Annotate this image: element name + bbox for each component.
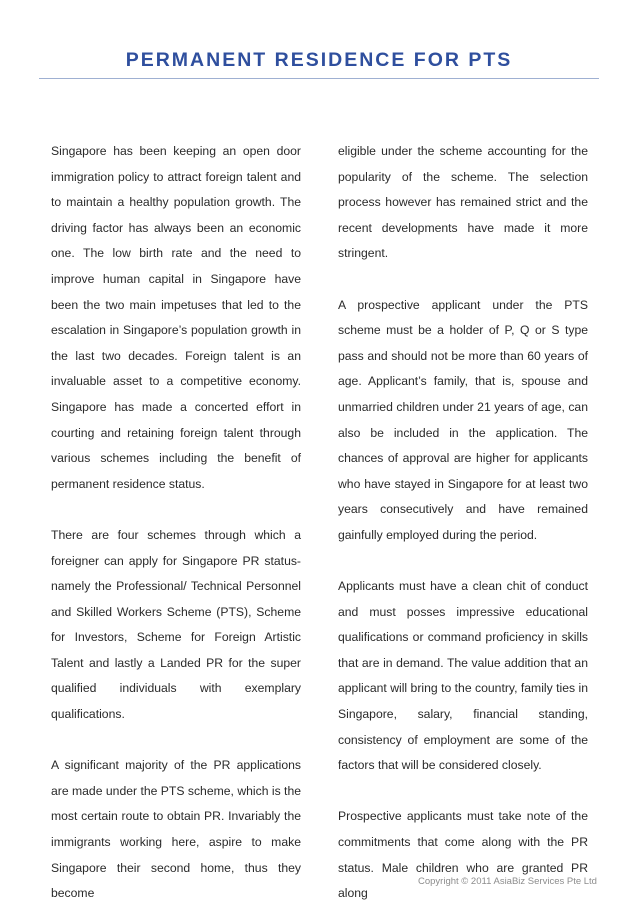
page-title: PERMANENT RESIDENCE FOR PTS (125, 49, 513, 71)
copyright-footer: Copyright © 2011 AsiaBiz Services Pte Ltd (418, 876, 597, 887)
paragraph: A significant majority of the PR applications are made under the PTS scheme, which is the most certain route to obtain PR. Invariably the immigrants working here, aspire to make Singapore their second home, thus they become (51, 758, 301, 901)
left-column (51, 139, 301, 907)
title-divider (39, 78, 599, 79)
paragraph: Applicants must have a clean chit of conduct and must posses impressive educational qualifications or command proficiency in skills that are in demand. The value addition that an applicant will bring to the country, family ties in Singapore, salary, financial standing, consistency of employment are some of the factors that will be considered closely. (338, 579, 588, 773)
paragraph: There are four schemes through which a foreigner can apply for Singapore PR status- namely the Professional/ Technical Personnel and Skilled Workers Scheme (PTS), Scheme for Investors, Scheme for Foreign Artistic Talent and lastly a Landed PR for the super qualified individuals with exemplary qualifications. (51, 527, 301, 722)
right-column (338, 139, 588, 907)
paragraph: A prospective applicant under the PTS scheme must be a holder of P, Q or S type pass and should not be more than 60 years of age. Applicant’s family, that is, spouse and unmarried children under 21 years of age, can also be included in the application. The chances of approval are higher for applicants who have stayed in Singapore for at least two years consecutively and have remained gainfully employed during the period. (338, 297, 588, 542)
paragraph: Prospective applicants must take note of the commitments that come along with the PR status. Male children who are granted PR along (338, 809, 588, 901)
paragraph: Singapore has been keeping an open door immigration policy to attract foreign talent and to maintain a healthy population growth. The driving factor has always been an economic one. The low birth rate and the need to improve human capital in Singapore have been the two main impetuses that led to the escalation in Singapore’s population growth in the last two decades. Foreign talent is an invaluable asset to a competitive economy. Singapore has made a concerted effort in courting and retaining foreign talent through various schemes including the benefit of permanent residence status. (51, 144, 301, 491)
paragraph: eligible under the scheme accounting for the popularity of the scheme. The selection process however has remained strict and the recent developments have made it more stringent. (338, 144, 588, 261)
